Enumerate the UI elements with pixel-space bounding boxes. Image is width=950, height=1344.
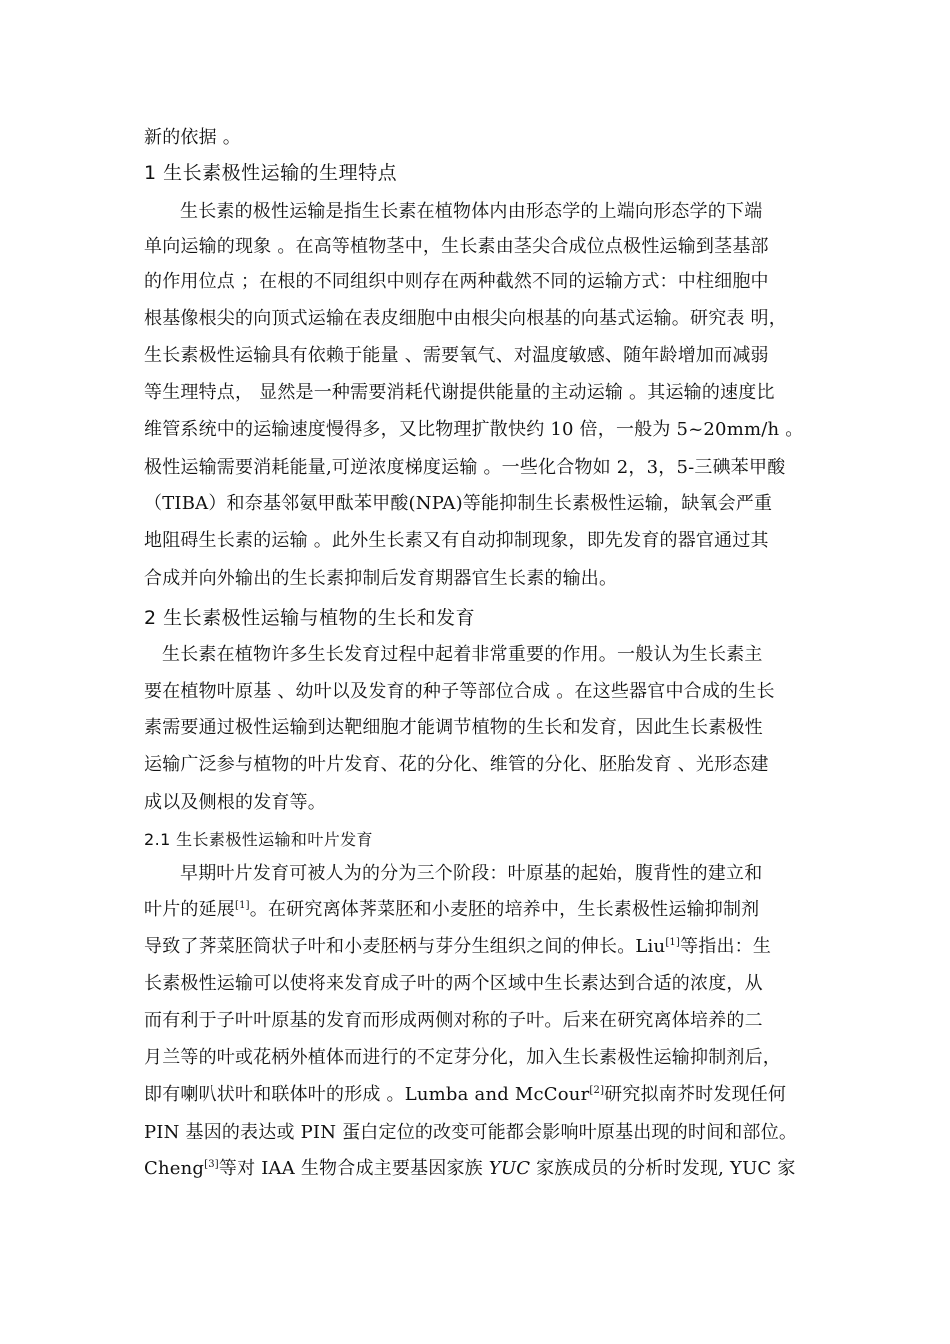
text-run: 等指出：生 <box>680 936 772 957</box>
paragraph-line: 长素极性运输可以使将来发育成子叶的两个区域中生长素达到合适的浓度，从 <box>144 973 763 994</box>
paragraph-line: 而有利于子叶叶原基的发育而形成两侧对称的子叶。后来在研究离体培养的二 <box>144 1010 763 1031</box>
paragraph-line: 维管系统中的运输速度慢得多，又比物理扩散快约 10 倍，一般为 5~20mm/h 。 <box>144 419 804 440</box>
paragraph-line: 合成并向外输出的生长素抑制后发育期器官生长素的输出。 <box>144 568 618 589</box>
paragraph-line: 单向运输的现象 。在高等植物茎中，生长素由茎尖合成位点极性运输到茎基部 <box>144 236 769 257</box>
paragraph-line: 生长素极性运输具有依赖于能量 、需要氧气、对温度敏感、随年龄增加而减弱 <box>144 345 769 366</box>
paragraph-line: 生长素的极性运输是指生长素在植物体内由形态学的上端向形态学的下端 <box>180 201 763 222</box>
text-run: 研究拟南芥时发现任何 <box>604 1084 787 1105</box>
gene-name: YUC <box>488 1158 531 1179</box>
section-2-heading: 2 生长素极性运输与植物的生长和发育 <box>144 607 476 629</box>
paragraph-line: 的作用位点 ；在根的不同组织中则存在两种截然不同的运输方式：中柱细胞中 <box>144 271 769 292</box>
paragraph-line <box>144 898 759 922</box>
text-run: Cheng <box>144 1158 205 1179</box>
section-2-1-heading: 2.1 生长素极性运输和叶片发育 <box>144 830 373 849</box>
paragraph-line: 月兰等的叶或花柄外植体而进行的不定芽分化，加入生长素极性运输抑制剂后， <box>144 1047 781 1068</box>
continuation-text: 新的依据 。 <box>144 127 241 148</box>
text-run: 叶片的延展 <box>144 899 235 920</box>
paragraph-line: 地阻碍生长素的运输 。此外生长素又有自动抑制现象，即先发育的器官通过其 <box>144 530 769 551</box>
citation-ref: [1] <box>665 937 681 948</box>
text-run: 家族成员的分析时发现, YUC 家 <box>530 1158 796 1179</box>
text-run: 等对 IAA 生物合成主要基因家族 <box>218 1158 489 1179</box>
paragraph-line: 素需要通过极性运输到达靶细胞才能调节植物的生长和发育，因此生长素极性 <box>144 717 763 738</box>
paragraph-line: 早期叶片发育可被人为的分为三个阶段：叶原基的起始，腹背性的建立和 <box>180 863 763 884</box>
paragraph-line: 根基像根尖的向顶式运输在表皮细胞中由根尖向根基的向基式运输。研究表 明， <box>144 308 787 329</box>
citation-ref: [2] <box>589 1085 605 1096</box>
text-run: 。在研究离体荠菜胚和小麦胚的培养中，生长素极性运输抑制剂 <box>249 899 760 920</box>
paragraph-line <box>144 935 771 959</box>
text-run: 即有喇叭状叶和联体叶的形成 。Lumba and McCour <box>144 1084 590 1105</box>
citation-ref: [3] <box>204 1159 219 1170</box>
paragraph-line: 等生理特点， 显然是一种需要消耗代谢提供能量的主动运输 。其运输的速度比 <box>144 382 775 403</box>
paragraph-line: PIN 基因的表达或 PIN 蛋白定位的改变可能都会影响叶原基出现的时间和部位。 <box>144 1122 798 1143</box>
paragraph-line: （TIBA）和奈基邻氨甲酞苯甲酸(NPA)等能抑制生长素极性运输，缺氧会严重 <box>144 493 773 514</box>
paragraph-line: 运输广泛参与植物的叶片发育、花的分化、维管的分化、胚胎发育 、光形态建 <box>144 754 769 775</box>
citation-ref: [1] <box>235 900 250 911</box>
paragraph-line: 成以及侧根的发育等。 <box>144 792 326 813</box>
paragraph-line: 极性运输需要消耗能量,可逆浓度梯度运输 。一些化合物如 2，3，5-三碘苯甲酸 <box>144 457 786 478</box>
paragraph-line: 生长素在植物许多生长发育过程中起着非常重要的作用。一般认为生长素主 <box>162 644 763 665</box>
paragraph-line <box>144 1083 786 1107</box>
paragraph-line <box>144 1157 796 1181</box>
text-run: 导致了荠菜胚筒状子叶和小麦胚柄与芽分生组织之间的伸长。Liu <box>144 936 666 957</box>
section-1-heading: 1 生长素极性运输的生理特点 <box>144 162 398 184</box>
paragraph-line: 要在植物叶原基 、幼叶以及发育的种子等部位合成 。在这些器官中合成的生长 <box>144 681 775 702</box>
